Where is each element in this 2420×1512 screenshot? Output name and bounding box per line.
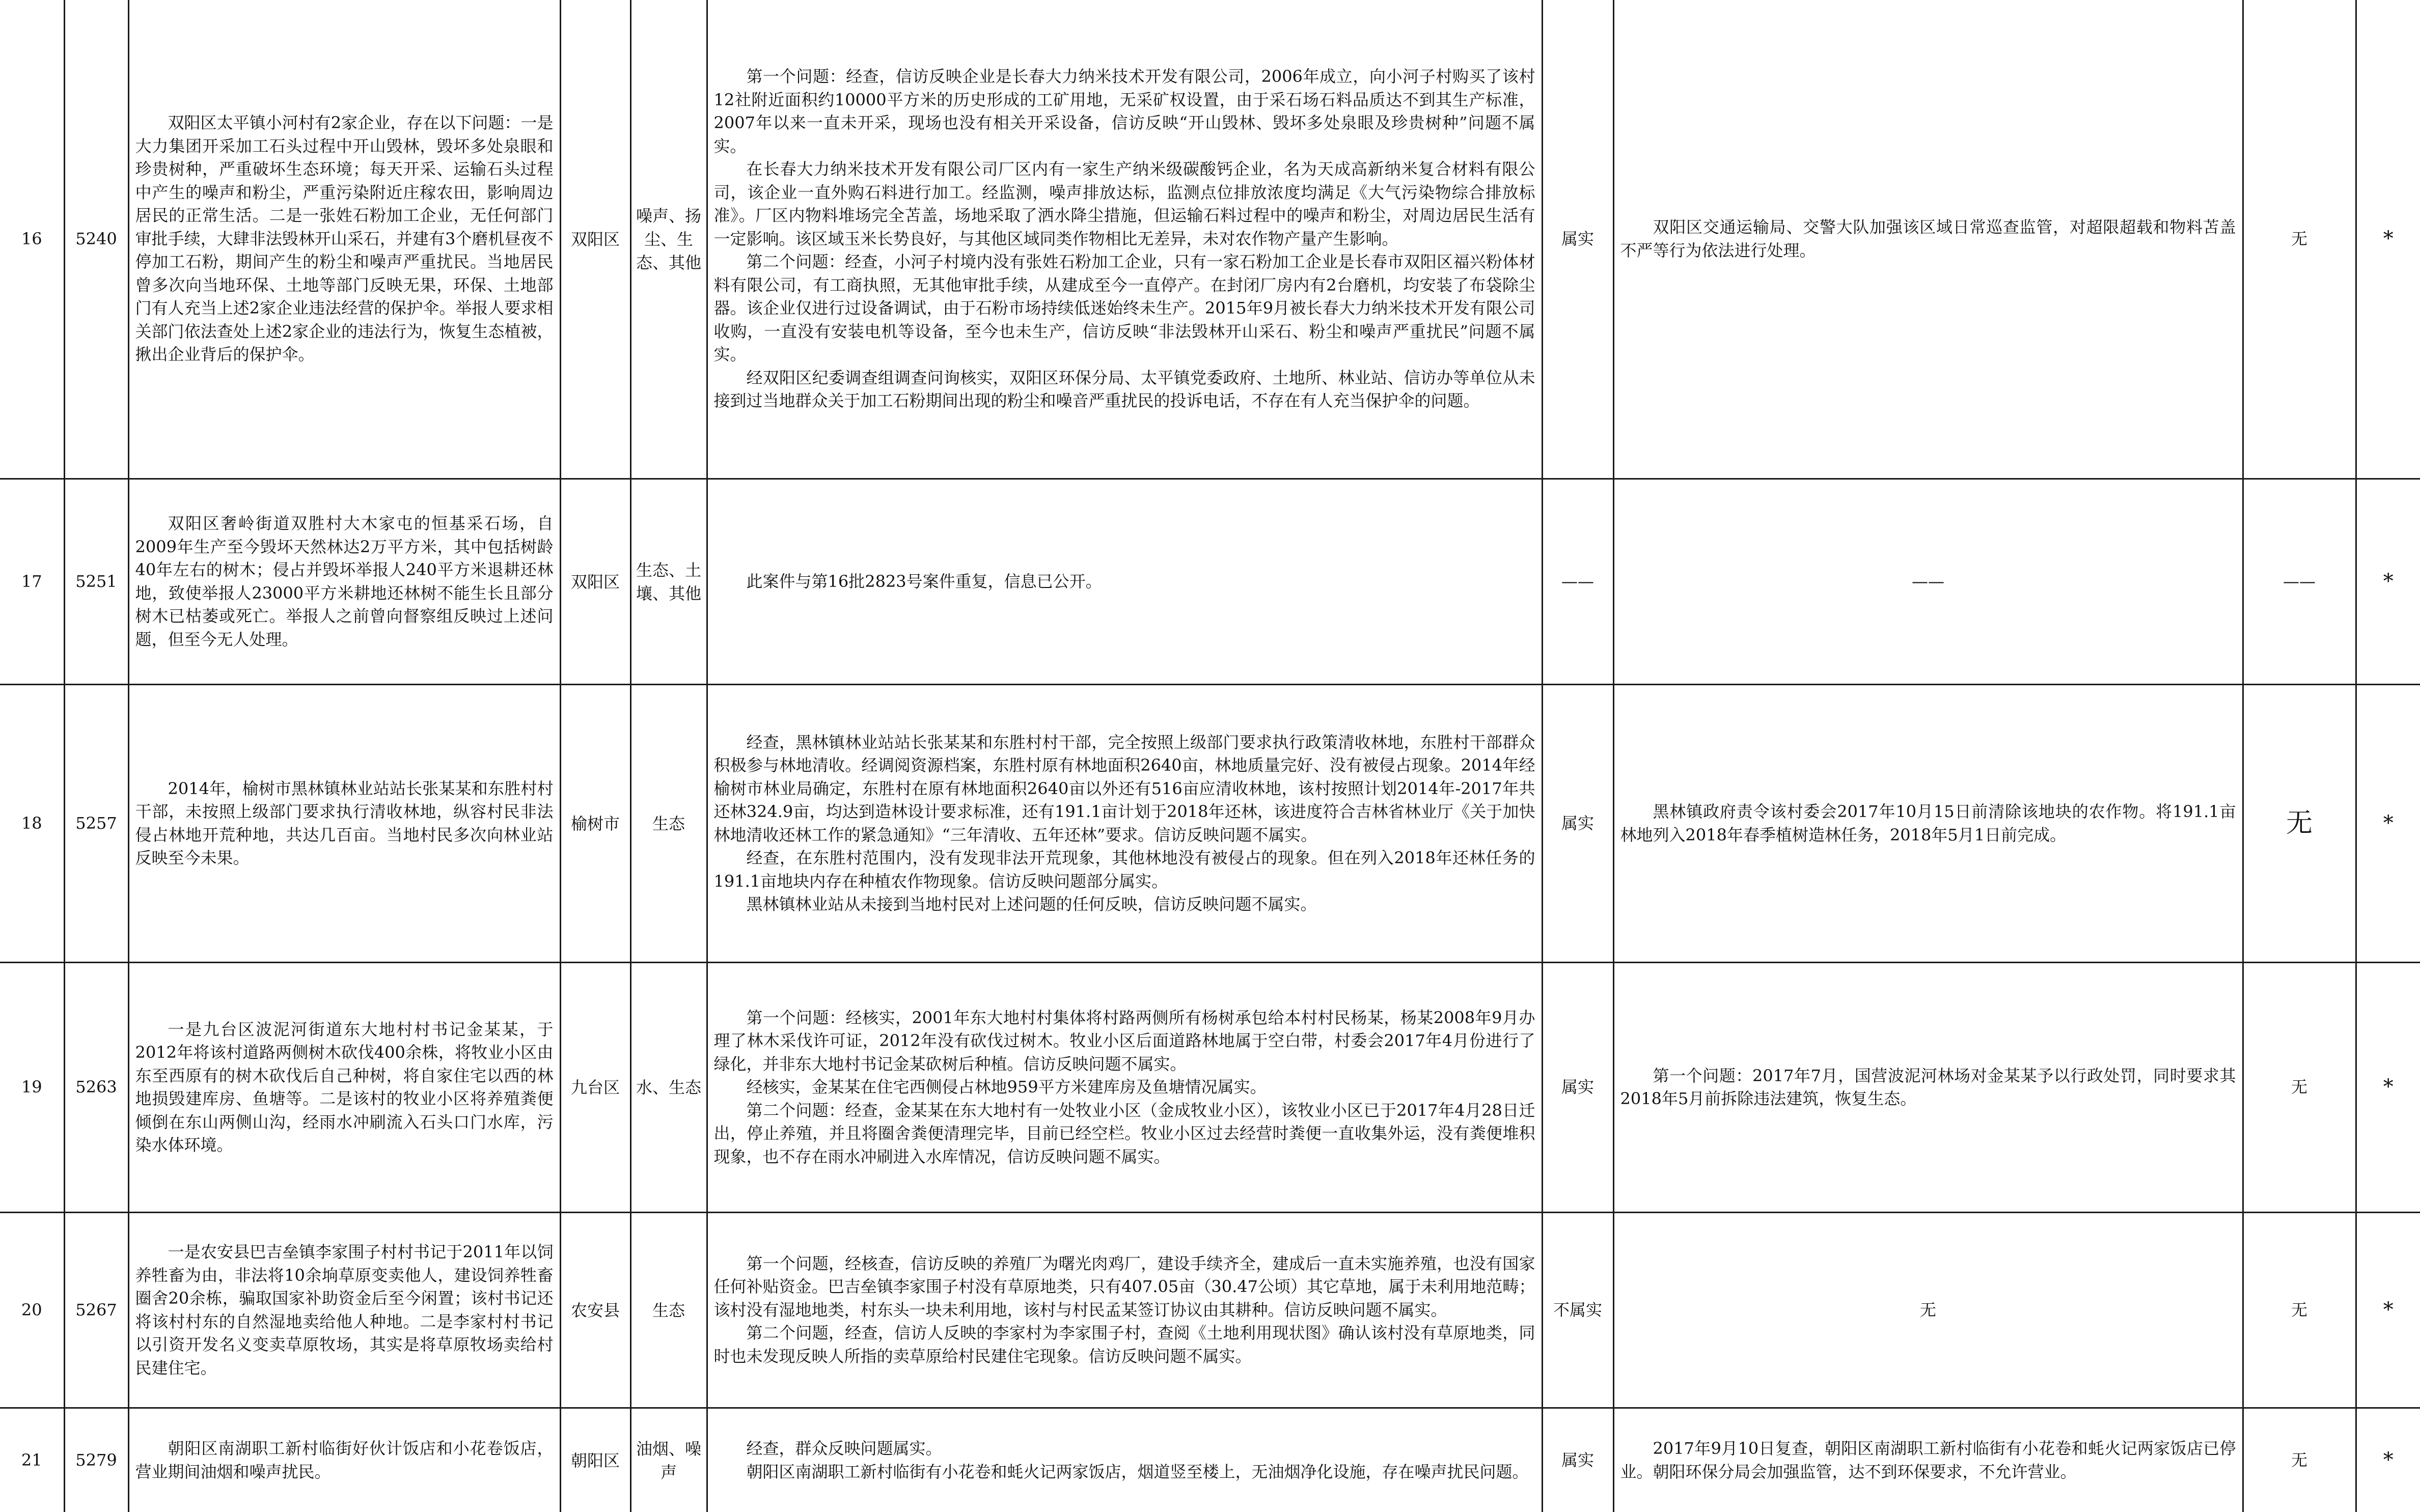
row-index: 18	[21, 813, 42, 833]
row-index: 16	[21, 229, 42, 248]
fact-status-cell	[1542, 479, 1613, 684]
rectification-action-cell	[1613, 684, 2243, 963]
result-paragraph: 此案件与第16批2823号案件重复，信息已公开。	[746, 571, 1102, 591]
asterisk-mark: *	[2383, 1298, 2394, 1322]
pollution-type-cell	[630, 963, 707, 1212]
fact-status-cell	[1542, 0, 1613, 479]
accountability-cell	[2243, 1408, 2356, 1512]
complaint-description: 朝阳区南湖职工新村临街好伙计饭店和小花卷饭店，营业期间油烟和噪声扰民。	[135, 1439, 554, 1481]
asterisk-mark: *	[2383, 227, 2394, 250]
accountability-cell	[2243, 479, 2356, 684]
table-row	[0, 479, 2420, 684]
mark-cell	[2356, 0, 2420, 479]
case-number: 5279	[75, 1450, 117, 1470]
pollution-type-cell	[630, 684, 707, 963]
result-paragraph: 经查，黑林镇林业站站长张某某和东胜村村干部，完全按照上级部门要求执行政策清收林地，东胜村干部群众积极参与林地清收。经调阅资源档案，东胜村原有林地面积2640亩，林地质量完好、没有被侵占现象。2014年经榆树市林业局确定，东胜村在原有林地面积2640亩以外还有516亩应清收林地，该村按照计划2014年-2017年共还林324.9亩，均达到造林设计要求标准，还有191.1亩计划于2018年还林，该进度符合吉林省林业厅《关于加快林地清收还林工作的紧急通知》“三年清收、五年还林”要求。信访反映问题不属实。	[713, 732, 1535, 845]
complaint-description: 双阳区太平镇小河村有2家企业，存在以下问题：一是大力集团开采加工石头过程中开山毁林，毁坏多处泉眼和珍贵树种，严重破坏生态环境；每天开采、运输石头过程中产生的噪声和粉尘，严重污染附近庄稼农田，影响周边居民的正常生活。二是一张姓石粉加工企业，无任何部门审批手续，大肆非法毁林开山采石，并建有3个磨机昼夜不停加工石粉，期间产生的粉尘和噪声严重扰民。当地居民曾多次向当地环保、土地等部门反映无果，环保、土地部门有人充当上述2家企业违法经营的保护伞。举报人要求相关部门依法查处上述2家企业的违法行为，恢复生态植被，揪出企业背后的保护伞。	[135, 113, 554, 365]
investigation-result-cell	[707, 963, 1542, 1212]
result-paragraph: 经查，群众反映问题属实。	[746, 1439, 942, 1459]
table-row	[0, 0, 2420, 479]
region-cell	[560, 1408, 630, 1512]
result-paragraph: 第一个问题：经查，信访反映企业是长春大力纳米技术开发有限公司，2006年成立，向小河子村购买了该村12社附近面积约10000平方米的历史形成的工矿用地，无采矿权设置，由于采石场石料品质达不到其生产标准，2007年以来一直未开采，现场也没有相关开采设备，信访反映“开山毁林、毁坏多处泉眼及珍贵树种”问题不属实。	[713, 67, 1535, 156]
pollution-type-cell	[630, 0, 707, 479]
table-row	[0, 684, 2420, 963]
rectification-action-cell	[1613, 0, 2243, 479]
accountability-cell	[2243, 684, 2356, 963]
case-number: 5251	[75, 571, 117, 591]
fact-status: 属实	[1561, 813, 1594, 833]
accountability-cell	[2243, 0, 2356, 479]
region: 农安县	[570, 1300, 620, 1320]
rectification-action-cell	[1613, 1408, 2243, 1512]
complaint-description-cell	[128, 684, 560, 963]
mark-cell	[2356, 963, 2420, 1212]
accountability-cell	[2243, 1212, 2356, 1408]
complaint-description: 一是农安县巴吉垒镇李家围子村村书记于2011年以饲养牲畜为由，非法将10余垧草原变卖他人，建设饲养牲畜圈舍20余栋，骗取国家补助资金后至今闲置；该村书记还将该村村东的自然湿地卖给他人种地。二是李家村村书记以引资开发名义变卖草原牧场，其实是将草原牧场卖给村民建住宅。	[135, 1242, 554, 1378]
investigation-result-cell	[707, 1408, 1542, 1512]
case-number-cell	[64, 1408, 128, 1512]
pollution-type: 生态	[652, 1300, 685, 1320]
row-index: 21	[21, 1450, 42, 1470]
accountability: 无	[2286, 807, 2313, 838]
asterisk-mark: *	[2383, 1075, 2394, 1099]
investigation-result-cell	[707, 1212, 1542, 1408]
result-paragraph: 在长春大力纳米技术开发有限公司厂区内有一家生产纳米级碳酸钙企业，名为天成高新纳米复合材料有限公司，该企业一直外购石料进行加工。经监测，噪声排放达标，监测点位排放浓度均满足《大气污染物综合排放标准》。厂区内物料堆场完全苫盖，场地采取了洒水降尘措施，但运输石料过程中的噪声和粉尘，对周边居民生活有一定影响。该区域玉米长势良好，与其他区域同类作物相比无差异，未对农作物产量产生影响。	[713, 159, 1535, 248]
region-cell	[560, 479, 630, 684]
pollution-type: 噪声、扬尘、生态、其他	[636, 206, 701, 272]
case-number: 5240	[75, 229, 117, 248]
pollution-type: 水、生态	[636, 1078, 701, 1098]
case-number-cell	[64, 1212, 128, 1408]
rectification-action-cell	[1613, 1212, 2243, 1408]
result-paragraph: 经双阳区纪委调查组调查问询核实，双阳区环保分局、太平镇党委政府、土地所、林业站、信访办等单位从未接到过当地群众关于加工石粉期间出现的粉尘和噪音严重扰民的投诉电话，不存在有人充当保护伞的问题。	[713, 368, 1535, 411]
complaint-description-cell	[128, 1408, 560, 1512]
region: 榆树市	[570, 814, 620, 833]
complaint-description-cell	[128, 1212, 560, 1408]
table-row	[0, 1408, 2420, 1512]
row-index-cell	[0, 1212, 64, 1408]
result-paragraph: 第二个问题：经查，金某某在东大地村有一处牧业小区（金成牧业小区），该牧业小区已于2017年4月28日迁出，停止养殖，并且将圈舍粪便清理完毕，目前已经空栏。牧业小区过去经营时粪便一直收集外运，没有粪便堆积现象，也不存在雨水冲刷进入水库情况，信访反映问题不属实。	[713, 1100, 1535, 1166]
region-cell	[560, 963, 630, 1212]
accountability-cell	[2243, 963, 2356, 1212]
case-number-cell	[64, 963, 128, 1212]
accountability: 无	[2291, 229, 2307, 248]
case-number-cell	[64, 479, 128, 684]
pollution-type: 生态	[652, 814, 685, 833]
action-paragraph: 第一个问题：2017年7月，国营波泥河林场对金某某予以行政处罚，同时要求其2018年5月前拆除违法建筑，恢复生态。	[1620, 1066, 2236, 1109]
fact-status: 属实	[1561, 1450, 1594, 1470]
accountability: 无	[2291, 1300, 2307, 1320]
investigation-result-cell	[707, 0, 1542, 479]
result-paragraph: 第一个问题，经核查，信访反映的养殖厂为曙光肉鸡厂，建设手续齐全，建成后一直未实施养殖，也没有国家任何补贴资金。巴吉垒镇李家围子村没有草原地类，只有407.05亩（30.47公顷）其它草地，属于未利用地范畴；该村没有湿地地类，村东头一块未利用地，该村与村民孟某签订协议由其耕种。信访反映问题不属实。	[713, 1253, 1535, 1320]
action-paragraph: 黑林镇政府责令该村委会2017年10月15日前清除该地块的农作物。将191.1亩林地列入2018年春季植树造林任务，2018年5月1日前完成。	[1620, 802, 2236, 845]
accountability: 无	[2291, 1077, 2307, 1097]
mark-cell	[2356, 1212, 2420, 1408]
result-paragraph: 经核实，金某某在住宅西侧侵占林地959平方米建库房及鱼塘情况属实。	[746, 1077, 1267, 1097]
result-paragraph: 黑林镇林业站从未接到当地村民对上述问题的任何反映，信访反映问题不属实。	[746, 894, 1317, 914]
row-index-cell	[0, 684, 64, 963]
complaint-description-cell	[128, 0, 560, 479]
fact-status-cell	[1542, 684, 1613, 963]
result-paragraph: 第一个问题：经核实，2001年东大地村村集体将村路两侧所有杨树承包给本村村民杨某，杨某2008年9月办理了林木采伐许可证，2012年没有砍伐过树木。牧业小区后面道路林地属于空白带，村委会2017年4月份进行了绿化，并非东大地村书记金某砍树后种植。信访反映问题不属实。	[713, 1007, 1535, 1074]
accountability: ——	[2283, 571, 2316, 591]
pollution-type: 生态、土壤、其他	[636, 560, 701, 603]
mark-cell	[2356, 1408, 2420, 1512]
region: 朝阳区	[570, 1450, 620, 1470]
action-paragraph: 2017年9月10日复查，朝阳区南湖职工新村临街有小花卷和蚝火记两家饭店已停业。朝阳环保分局会加强监管，达不到环保要求，不允许营业。	[1620, 1439, 2236, 1481]
result-paragraph: 第二个问题，经查，信访人反映的李家村为李家围子村，查阅《土地利用现状图》确认该村没有草原地类，同时也未发现反映人所指的卖草原给村民建住宅现象。信访反映问题不属实。	[713, 1323, 1535, 1366]
case-number: 5257	[75, 813, 117, 833]
pollution-type-cell	[630, 479, 707, 684]
asterisk-mark: *	[2383, 569, 2394, 593]
action-paragraph: 无	[1919, 1300, 1936, 1320]
region: 九台区	[570, 1078, 620, 1098]
investigation-result-cell	[707, 684, 1542, 963]
case-number: 5263	[75, 1077, 117, 1097]
asterisk-mark: *	[2383, 1448, 2394, 1472]
case-number-cell	[64, 0, 128, 479]
complaint-description: 双阳区奢岭街道双胜村大木家屯的恒基采石场，自2009年生产至今毁坏天然林达2万平方米，其中包括树龄40年左右的树木；侵占并毁坏举报人240平方米退耕还林地，致使举报人23000平方米耕地还林树不能生长且部分树木已枯萎或死亡。举报人之前曾向督察组反映过上述问题，但至今无人处理。	[135, 514, 554, 649]
rectification-action-cell	[1613, 479, 2243, 684]
row-index: 17	[21, 571, 42, 591]
rectification-action-cell	[1613, 963, 2243, 1212]
accountability: 无	[2291, 1450, 2307, 1470]
investigation-result-cell	[707, 479, 1542, 684]
fact-status: ——	[1561, 571, 1594, 591]
pollution-type-cell	[630, 1408, 707, 1512]
fact-status: 属实	[1561, 229, 1594, 248]
complaint-description-cell	[128, 963, 560, 1212]
pollution-type-cell	[630, 1212, 707, 1408]
case-number-cell	[64, 684, 128, 963]
table-row	[0, 963, 2420, 1212]
complaint-description: 2014年，榆树市黑林镇林业站站长张某某和东胜村村干部，未按照上级部门要求执行清收林地，纵容村民非法侵占林地开荒种地，共达几百亩。当地村民多次向林业站反映至今未果。	[135, 778, 554, 868]
fact-status-cell	[1542, 1212, 1613, 1408]
complaint-description: 一是九台区波泥河街道东大地村村书记金某某，于2012年将该村道路两侧树木砍伐400余株，将牧业小区由东至西原有的树木砍伐后自己种树，将自家住宅以西的林地损毁建库房、鱼塘等。二是该村的牧业小区将养殖粪便倾倒在东山两侧山沟，经雨水冲刷流入石头口门水库，污染水体环境。	[135, 1019, 554, 1155]
row-index: 20	[21, 1300, 42, 1320]
fact-status-cell	[1542, 963, 1613, 1212]
result-paragraph: 经查，在东胜村范围内，没有发现非法开荒现象，其他林地没有被侵占的现象。但在列入2018年还林任务的191.1亩地块内存在种植农作物现象。信访反映问题部分属实。	[713, 848, 1535, 891]
fact-status: 属实	[1561, 1077, 1594, 1097]
region-cell	[560, 1212, 630, 1408]
row-index-cell	[0, 0, 64, 479]
mark-cell	[2356, 684, 2420, 963]
complaint-description-cell	[128, 479, 560, 684]
row-index-cell	[0, 1408, 64, 1512]
case-number: 5267	[75, 1300, 117, 1320]
action-paragraph: 双阳区交通运输局、交警大队加强该区域日常巡查监管，对超限超载和物料苫盖不严等行为依法进行处理。	[1620, 217, 2236, 260]
region: 双阳区	[570, 572, 620, 592]
row-index-cell	[0, 963, 64, 1212]
table-row	[0, 1212, 2420, 1408]
region-cell	[560, 684, 630, 963]
fact-status-cell	[1542, 1408, 1613, 1512]
region-cell	[560, 0, 630, 479]
result-paragraph: 朝阳区南湖职工新村临街有小花卷和蚝火记两家饭店，烟道竖至楼上，无油烟净化设施，存在噪声扰民问题。	[746, 1462, 1529, 1481]
row-index: 19	[21, 1077, 42, 1097]
pollution-type: 油烟、噪声	[636, 1439, 701, 1482]
mark-cell	[2356, 479, 2420, 684]
result-paragraph: 第二个问题：经查，小河子村境内没有张姓石粉加工企业，只有一家石粉加工企业是长春市双阳区福兴粉体材料有限公司，有工商执照，无其他审批手续，从建成至今一直停产。在封闭厂房内有2台磨机，均安装了布袋除尘器。该企业仅进行过设备调试，由于石粉市场持续低迷始终未生产。2015年9月被长春大力纳米技术开发有限公司收购，一直没有安装电机等设备，至今也未生产，信访反映“非法毁林开山采石、粉尘和噪声严重扰民”问题不属实。	[713, 252, 1535, 365]
fact-status: 不属实	[1553, 1300, 1602, 1320]
asterisk-mark: *	[2383, 811, 2394, 835]
region: 双阳区	[570, 229, 620, 249]
action-paragraph: ——	[1912, 571, 1944, 591]
row-index-cell	[0, 479, 64, 684]
